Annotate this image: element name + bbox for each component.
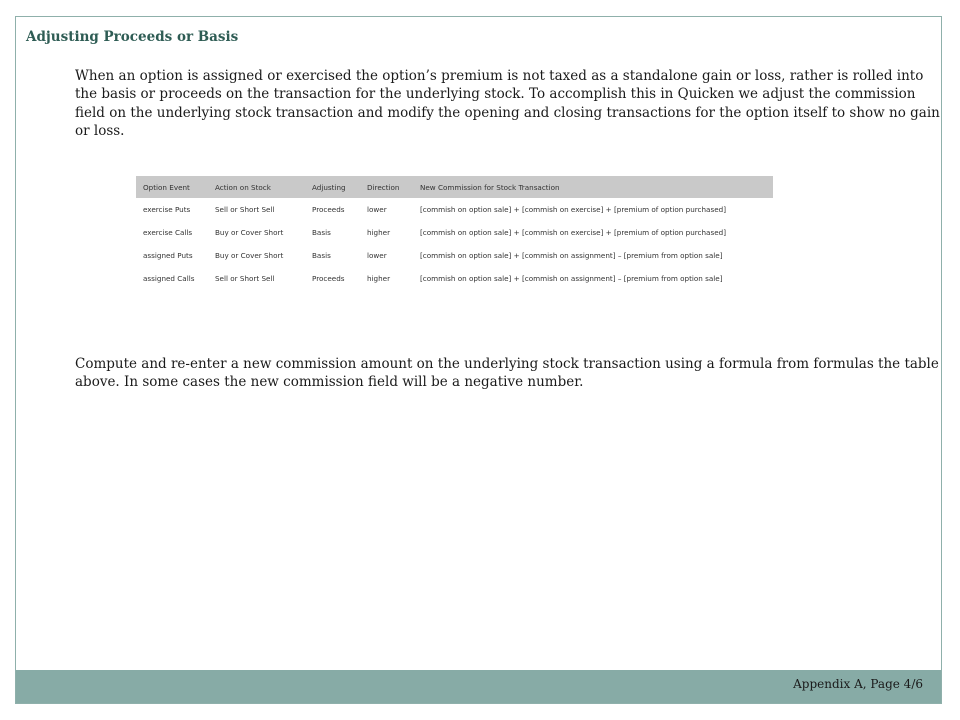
table-header-row: [136, 176, 773, 198]
table-row: [136, 267, 773, 290]
header-adjusting: Adjusting: [305, 176, 360, 198]
cell-option-event: exercise Calls: [143, 228, 193, 237]
cell-direction: higher: [367, 274, 391, 283]
cell-option-event: exercise Puts: [143, 205, 191, 214]
cell-new-commission: [commish on option sale] + [commish on assignment] – [premium from option sale]: [420, 274, 723, 283]
table-row: [136, 221, 773, 244]
table-row: [136, 198, 773, 221]
footer-bar: [16, 670, 941, 703]
cell-new-commission: [commish on option sale] + [commish on exercise] + [premium of option purchased]: [420, 205, 726, 214]
cell-new-commission: [commish on option sale] + [commish on assignment] – [premium from option sale]: [420, 251, 723, 260]
slide-frame: [15, 16, 942, 704]
cell-direction: higher: [367, 228, 391, 237]
cell-adjusting: Proceeds: [312, 205, 345, 214]
cell-adjusting: Basis: [312, 228, 331, 237]
cell-action-on-stock: Sell or Short Sell: [215, 274, 275, 283]
page-number: Appendix A, Page 4/6: [793, 677, 923, 691]
cell-option-event: assigned Calls: [143, 274, 195, 283]
cell-action-on-stock: Buy or Cover Short: [215, 228, 284, 237]
table-row: [136, 244, 773, 267]
cell-direction: lower: [367, 251, 387, 260]
formula-paragraph: Compute and re-enter a new commission amount on the underlying stock transaction using a formula from formulas the table above. In some cases the new commission field will be a negative number.: [75, 356, 939, 391]
header-action-on-stock: Action on Stock: [208, 176, 305, 198]
header-option-event: Option Event: [136, 176, 208, 198]
slide-title: Adjusting Proceeds or Basis: [26, 29, 239, 45]
commission-table-image: [136, 176, 773, 300]
cell-action-on-stock: Sell or Short Sell: [215, 205, 275, 214]
cell-direction: lower: [367, 205, 387, 214]
cell-adjusting: Proceeds: [312, 274, 345, 283]
header-new-commission: New Commission for Stock Transaction: [413, 176, 773, 198]
cell-action-on-stock: Buy or Cover Short: [215, 251, 284, 260]
commission-table: [136, 176, 773, 290]
cell-adjusting: Basis: [312, 251, 331, 260]
cell-option-event: assigned Puts: [143, 251, 193, 260]
intro-paragraph: When an option is assigned or exercised the option’s premium is not taxed as a standalone gain or loss, rather is rolled into the basis or proceeds on the transaction for the underlying stock. To accomplish this in Quicken we adjust the commission field on the underlying stock transaction and modify the opening and closing transactions for the option itself to show no gain or loss.: [75, 68, 940, 139]
cell-new-commission: [commish on option sale] + [commish on exercise] + [premium of option purchased]: [420, 228, 726, 237]
header-direction: Direction: [360, 176, 413, 198]
